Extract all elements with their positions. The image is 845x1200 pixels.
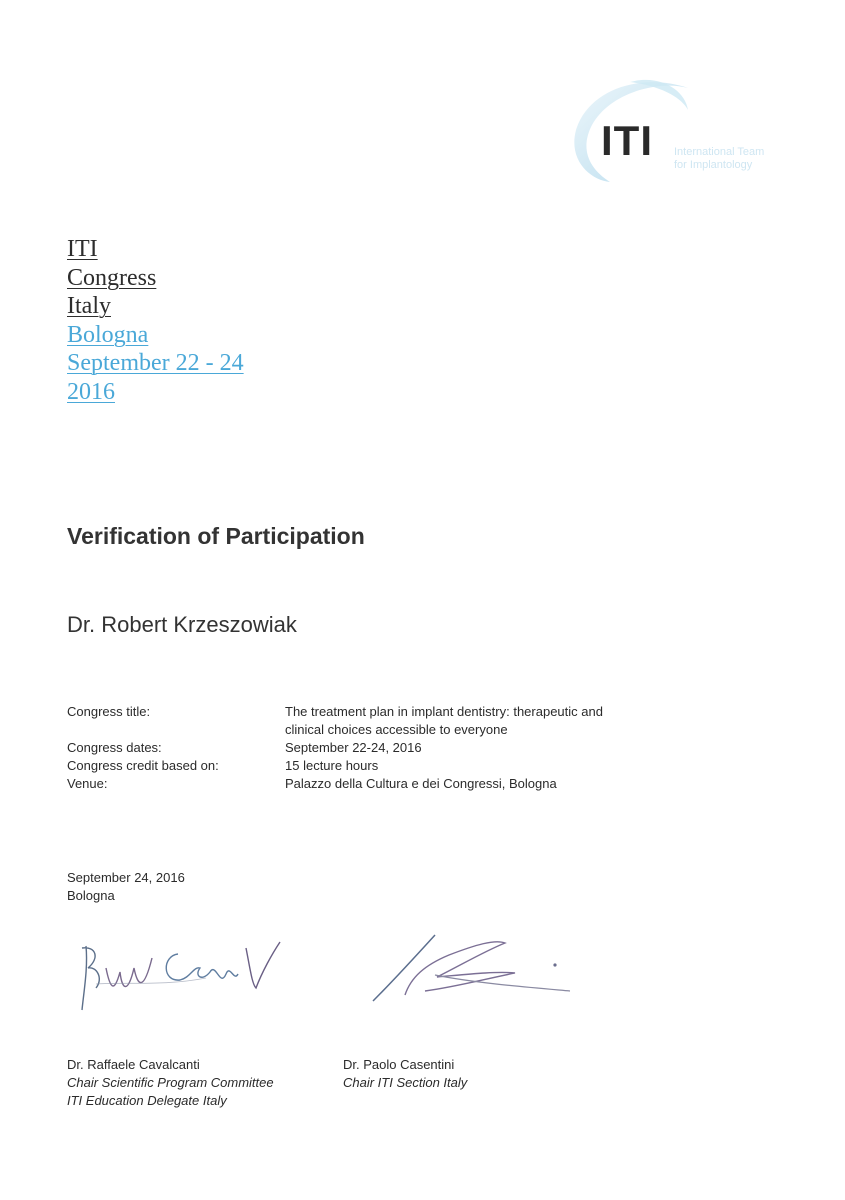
detail-label: Congress title: — [67, 704, 151, 719]
signer-left — [67, 1056, 274, 1110]
detail-value: 15 lecture hours — [285, 758, 379, 773]
masthead-line-congress: Congress — [67, 264, 157, 291]
masthead-line-dates: September 22 - 24 — [67, 350, 244, 376]
detail-label: Congress credit based on: — [67, 758, 219, 773]
signer-role: Chair ITI Section Italy — [343, 1075, 468, 1090]
iti-logo — [570, 70, 810, 200]
masthead-line-iti: ITI — [67, 236, 98, 262]
congress-masthead — [67, 235, 244, 406]
detail-row-credit — [67, 757, 645, 775]
masthead-line-city: Bologna — [67, 321, 149, 348]
signer-role: Chair Scientific Program Committee — [67, 1075, 274, 1090]
detail-label: Venue: — [67, 776, 108, 791]
signer-role: ITI Education Delegate Italy — [67, 1093, 227, 1108]
signer-name: Dr. Paolo Casentini — [343, 1057, 455, 1072]
logo-subtitle-line1: International Team — [674, 146, 765, 158]
detail-row-venue — [67, 775, 645, 793]
detail-row-title — [67, 703, 645, 739]
detail-value: The treatment plan in implant dentistry: therapeutic and clinical choices accessible to everyone — [285, 704, 603, 737]
logo-subtitle — [674, 146, 764, 172]
signature-left-icon — [66, 928, 296, 1018]
signer-name: Dr. Raffaele Cavalcanti — [67, 1057, 200, 1072]
logo-mark: ITI — [601, 117, 653, 164]
issue-place: Bologna — [67, 888, 115, 903]
issue-date: September 24, 2016 — [67, 870, 185, 885]
masthead-line-year: 2016 — [67, 378, 115, 405]
detail-value: September 22-24, 2016 — [285, 740, 422, 755]
signature-right-icon — [365, 925, 585, 1010]
masthead-line-country: Italy — [67, 293, 111, 319]
participant-name: Dr. Robert Krzeszowiak — [67, 612, 297, 637]
detail-label: Congress dates: — [67, 740, 162, 755]
signer-right — [343, 1056, 467, 1092]
issue-block — [67, 869, 185, 905]
detail-value: Palazzo della Cultura e dei Congressi, Bologna — [285, 776, 557, 791]
congress-details — [67, 703, 645, 793]
detail-row-dates — [67, 739, 645, 757]
logo-subtitle-line2: for Implantology — [674, 159, 753, 171]
document-title: Verification of Participation — [67, 523, 365, 549]
